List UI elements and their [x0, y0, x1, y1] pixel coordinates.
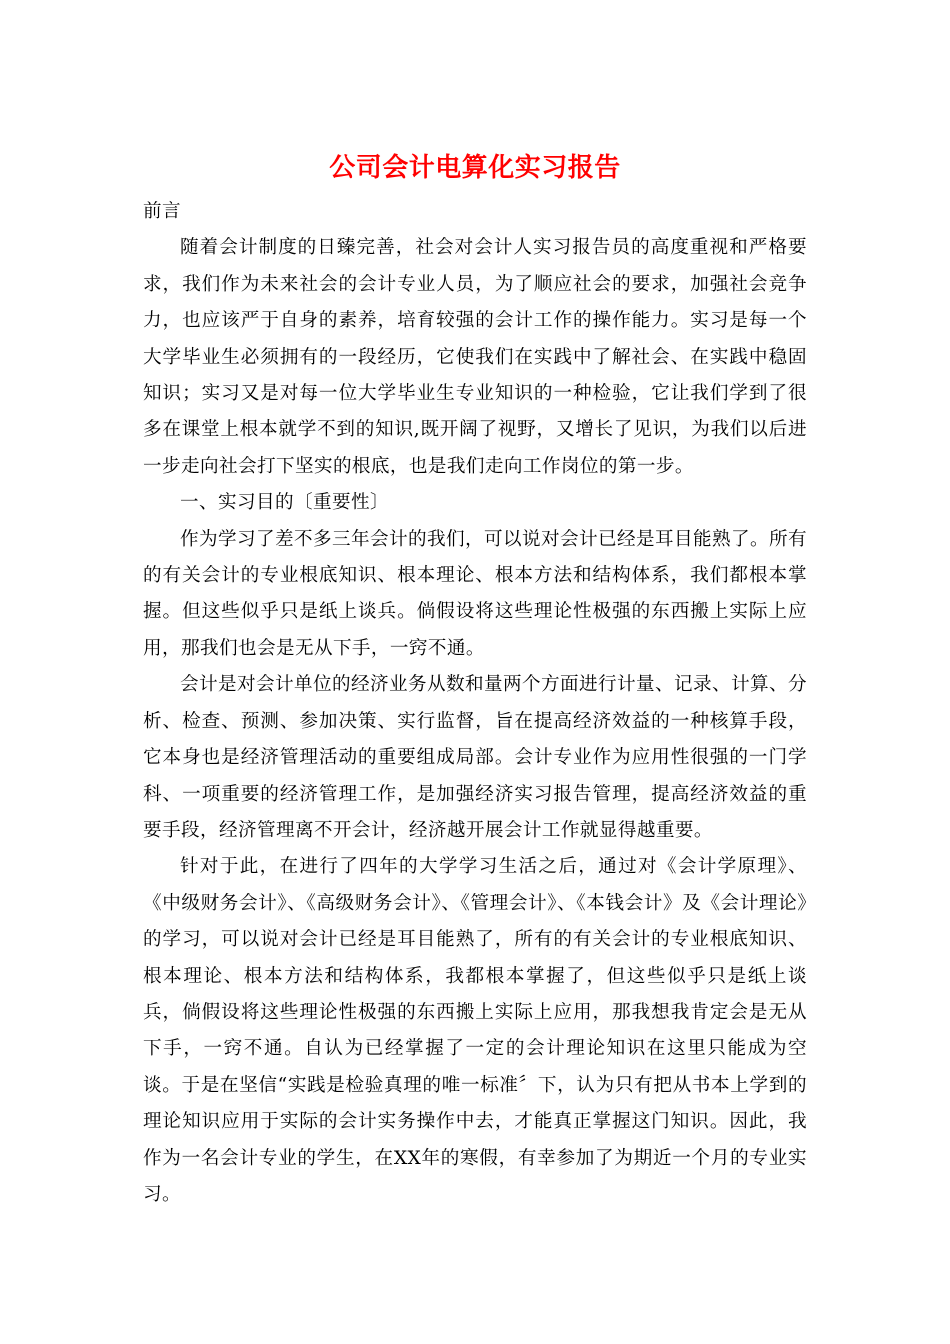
- paragraph-purpose-2: 会计是对会计单位的经济业务从数和量两个方面进行计量、记录、计算、分析、检查、预测、参加决策、实行监督，旨在提高经济效益的一种核算手段，它本身也是经济管理活动的重要组成局部。会计专业作为应用性很强的一门学科、一项重要的经济管理工作，是加强经济实习报告管理，提高经济效益的重要手段，经济管理离不开会计，经济越开展会计工作就显得越重要。: [143, 674, 807, 841]
- paragraph-purpose-3: 针对于此，在进行了四年的大学学习生活之后，通过对《会计学原理》、《中级财务会计》、《高级财务会计》、《管理会计》、《本钱会计》及《会计理论》的学习，可以说对会计已经是耳目能熟了，所有的有关会计的专业根底知识、根本理论、根本方法和结构体系，我都根本掌握了，但这些似乎只是纸上谈兵，倘假设将这些理论性极强的东西搬上实际上应用，那我想我肯定会是无从下手，一窍不通。自认为已经掌握了一定的会计理论知识在这里只能成为空谈。于是在坚信“实践是检验真理的唯一标准〞下，认为只有把从书本上学到的理论知识应用于实际的会计实务操作中去，才能真正掌握这门知识。因此，我作为一名会计专业的学生，在XX年的寒假，有幸参加了为期近一个月的专业实习。: [143, 856, 807, 1205]
- paragraph-purpose-1: 作为学习了差不多三年会计的我们，可以说对会计已经是耳目能熟了。所有的有关会计的专业根底知识、根本理论、根本方法和结构体系，我们都根本掌握。但这些似乎只是纸上谈兵。倘假设将这些理论性极强的东西搬上实际上应用，那我们也会是无从下手，一窍不通。: [143, 528, 807, 659]
- document-title: 公司会计电算化实习报告: [329, 153, 621, 183]
- paragraph-preface-body: 随着会计制度的日臻完善，社会对会计人实习报告员的高度重视和严格要求，我们作为未来社会的会计专业人员，为了顺应社会的要求，加强社会竞争力，也应该严于自身的素养，培育较强的会计工作的操作能力。实习是每一个大学毕业生必须拥有的一段经历，它使我们在实践中了解社会、在实践中稳固知识；实习又是对每一位大学毕业生专业知识的一种检验，它让我们学到了很多在课堂上根本就学不到的知识,既开阔了视野，又增长了见识，为我们以后进一步走向社会打下坚实的根底，也是我们走向工作岗位的第一步。: [143, 237, 807, 477]
- document-body: [143, 194, 807, 1213]
- section-heading-purpose: 一、实习目的〔重要性〕: [180, 492, 389, 514]
- paragraph-preface-heading: 前言: [143, 201, 181, 222]
